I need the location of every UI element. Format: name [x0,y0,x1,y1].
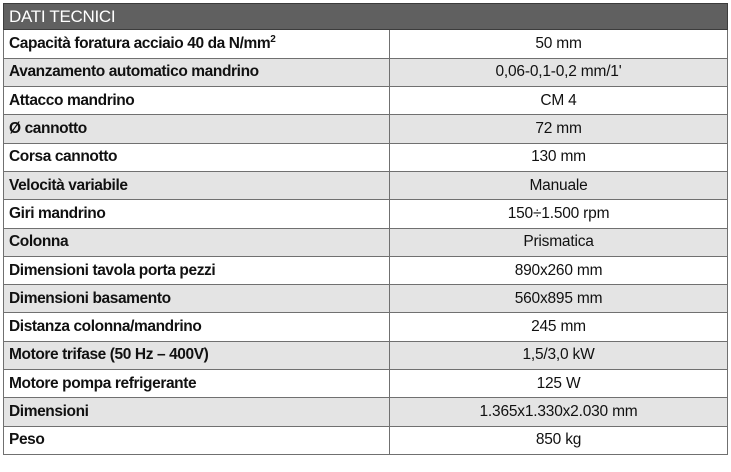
table-row [4,58,728,86]
table-row [4,30,728,58]
table-row [4,228,728,256]
row-label: Distanza colonna/mandrino [4,313,390,341]
row-value: 1.365x1.330x2.030 mm [390,398,728,426]
row-label: Corsa cannotto [4,143,390,171]
row-label: Dimensioni tavola porta pezzi [4,256,390,284]
row-label: Capacità foratura acciaio 40 da $N/mm^2$ [4,30,390,58]
table-row [4,87,728,115]
row-label: Colonna [4,228,390,256]
row-value: 50 mm [390,30,728,58]
row-value: 150÷1.500 rpm [390,200,728,228]
table-row [4,398,728,426]
row-label: Ø cannotto [4,115,390,143]
table-row [4,341,728,369]
table-row [4,313,728,341]
row-label: Velocità variabile [4,171,390,199]
table-row [4,370,728,398]
table-row [4,143,728,171]
specs-table [3,30,728,455]
row-value: 560x895 mm [390,285,728,313]
table-row [4,115,728,143]
table-row [4,426,728,454]
row-label: Avanzamento automatico mandrino [4,58,390,86]
row-label: Giri mandrino [4,200,390,228]
row-value: 1,5/3,0 kW [390,341,728,369]
row-label: Motore pompa refrigerante [4,370,390,398]
table-row [4,200,728,228]
table-row [4,285,728,313]
row-label: Motore trifase (50 Hz – 400V) [4,341,390,369]
table-row [4,256,728,284]
table-title: DATI TECNICI [3,3,728,30]
row-value: CM 4 [390,87,728,115]
row-value: 890x260 mm [390,256,728,284]
row-value: 130 mm [390,143,728,171]
row-value: 72 mm [390,115,728,143]
row-label: Attacco mandrino [4,87,390,115]
row-value: 0,06-0,1-0,2 mm/1' [390,58,728,86]
row-label: Peso [4,426,390,454]
row-value: Manuale [390,171,728,199]
row-label: Dimensioni [4,398,390,426]
row-value: Prismatica [390,228,728,256]
row-value: 245 mm [390,313,728,341]
row-value: 125 W [390,370,728,398]
row-value: 850 kg [390,426,728,454]
table-row [4,171,728,199]
row-label: Dimensioni basamento [4,285,390,313]
